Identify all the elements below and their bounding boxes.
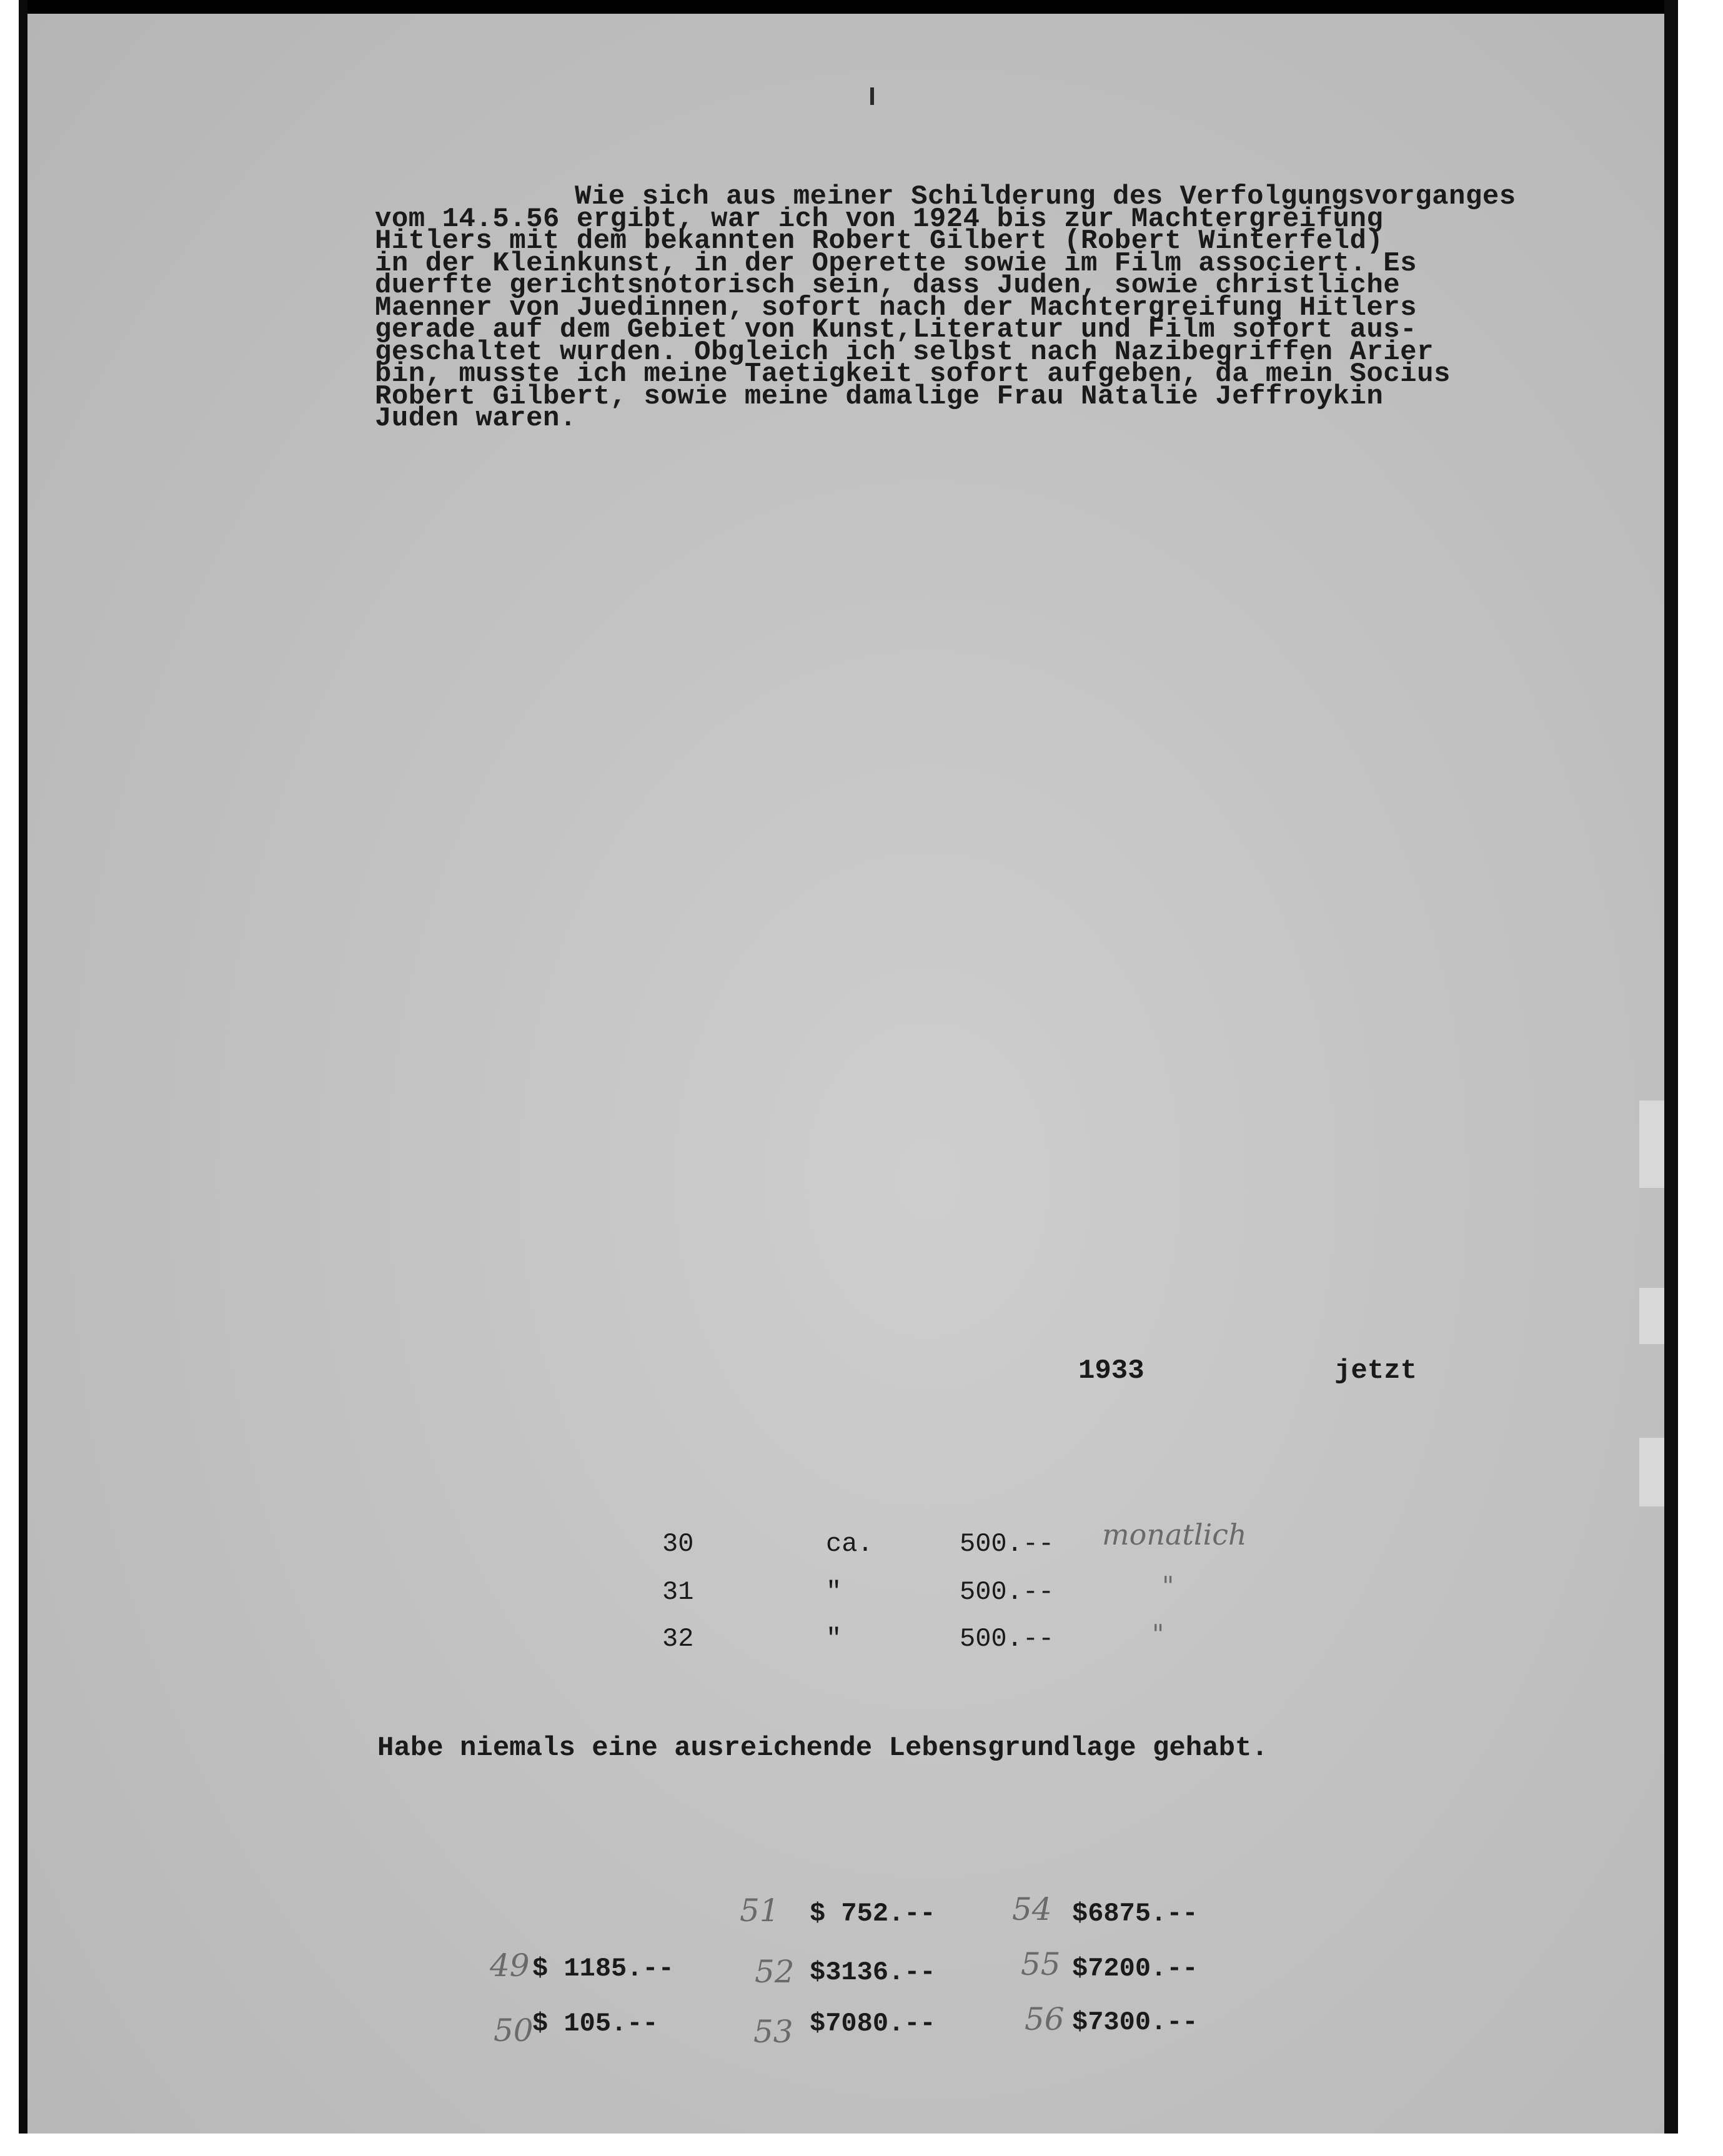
paragraph-line: Maenner von Juedinnen, sofort nach der Machtergreifung Hitlers [375, 292, 1418, 324]
income-year: 31 [662, 1577, 694, 1607]
paragraph-line: bin, musste ich meine Taetigkeit sofort aufgeben, da mein Socius [375, 359, 1451, 390]
handwritten-year: 51 [740, 1892, 780, 1929]
page-mark [870, 87, 874, 105]
scan-border-left [0, 0, 19, 2156]
paragraph-line: Wie sich aus meiner Schilderung des Verfolgungsvorganges [575, 181, 1516, 212]
handwritten-note: " [1152, 1619, 1164, 1649]
scan-border-top [0, 0, 1723, 14]
torn-edge [1639, 1288, 1664, 1344]
scan-border-right [1678, 0, 1723, 2156]
dollar-amount: $7200.-- [1072, 1954, 1198, 1984]
torn-edge [1639, 1438, 1664, 1506]
paragraph-line: Robert Gilbert, sowie meine damalige Frau Natalie Jeffroykin [375, 380, 1384, 412]
handwritten-year: 50 [494, 2012, 534, 2049]
paragraph-line: geschaltet wurden. Obgleich ich selbst nach Nazibegriffen Arier [375, 336, 1434, 368]
income-amount: 500.-- [960, 1624, 1055, 1654]
income-amount: 500.-- [960, 1577, 1055, 1607]
income-header-1933: 1933 [1078, 1355, 1145, 1387]
dollar-amount: $7080.-- [810, 2009, 936, 2039]
income-header-jetzt: jetzt [1334, 1355, 1418, 1387]
paragraph-line: gerade auf dem Gebiet von Kunst,Literatur und Film sofort aus- [375, 314, 1418, 345]
dollar-amount: $ 105.-- [532, 2009, 658, 2039]
statement-line: Habe niemals eine ausreichende Lebensgrundlage gehabt. [377, 1733, 1268, 1764]
dollar-amount: $7300.-- [1072, 2007, 1198, 2037]
body-paragraph [375, 181, 1674, 434]
paragraph-line: duerfte gerichtsnotorisch sein, dass Juden, sowie christliche [375, 270, 1401, 301]
handwritten-year: 55 [1021, 1946, 1061, 1982]
paragraph-line: in der Kleinkunst, in der Operette sowie im Film associert. Es [375, 247, 1418, 279]
income-year: 32 [662, 1624, 694, 1654]
paragraph-line: Hitlers mit dem bekannten Robert Gilbert (Robert Winterfeld) [375, 225, 1384, 257]
income-qualifier: " [826, 1577, 842, 1607]
handwritten-year: 53 [753, 2014, 793, 2050]
handwritten-year: 49 [490, 1947, 530, 1984]
scan-border-bottom [0, 2134, 1723, 2156]
handwritten-note: " [1162, 1571, 1174, 1601]
income-year: 30 [662, 1529, 694, 1559]
income-qualifier: " [826, 1624, 842, 1654]
handwritten-year: 52 [755, 1954, 795, 1990]
dollar-amount: $3136.-- [810, 1957, 936, 1987]
paragraph-line: Juden waren. [375, 403, 577, 434]
torn-edge [1639, 1100, 1664, 1188]
dollar-amount: $ 752.-- [810, 1899, 936, 1929]
scan-edge-left [19, 0, 27, 2156]
dollar-amount: $ 1185.-- [532, 1954, 674, 1984]
paragraph-line: vom 14.5.56 ergibt, war ich von 1924 bis zur Machtergreifung [375, 203, 1384, 235]
income-qualifier: ca. [826, 1529, 873, 1559]
income-amount: 500.-- [960, 1529, 1055, 1559]
handwritten-year: 54 [1012, 1891, 1052, 1927]
handwritten-year: 56 [1025, 2001, 1065, 2037]
handwritten-note: monatlich [1102, 1518, 1247, 1551]
dollar-amount: $6875.-- [1072, 1899, 1198, 1929]
